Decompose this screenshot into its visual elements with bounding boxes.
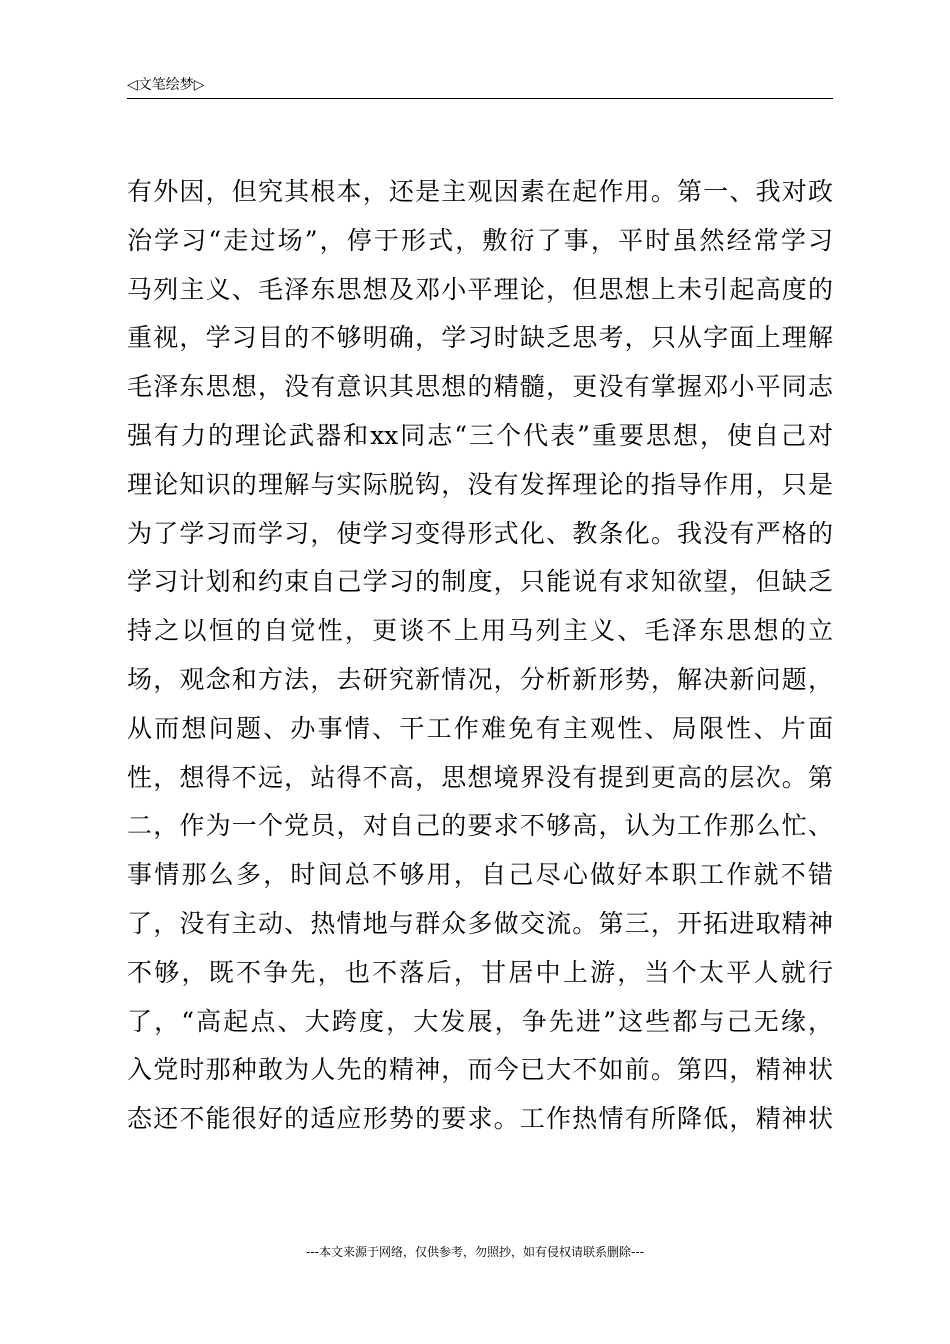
page-header [127,74,833,99]
text-line: 持之以恒的自觉性，更谈不上用马列主义、毛泽东思想的立 [127,616,833,646]
text-line: 重视，学习目的不够明确，学习时缺乏思考，只从字面上理解 [127,323,833,353]
text-line: 场，观念和方法，去研究新情况，分析新形势，解决新问题， [127,664,833,694]
text-line: 入党时那种敢为人先的精神，而今已大不如前。第四，精神状 [127,1055,833,1085]
header-title: ◁文笔绘梦▷ [127,77,205,93]
text-line: 强有力的理论武器和xx同志“三个代表”重要思想，使自己对 [127,420,833,450]
text-line: 治学习“走过场”，停于形式，敷衍了事，平时虽然经常学习 [127,225,833,255]
text-line: 了，“高起点、大跨度，大发展，争先进”这些都与己无缘， [127,1006,833,1036]
text-line: 学习计划和约束自己学习的制度，只能说有求知欲望，但缺乏 [127,567,833,597]
footer-notice: ---本文来源于网络，仅供参考，勿照抄，如有侵权请联系删除--- [306,1245,644,1259]
text-line: 从而想问题、办事情、干工作难免有主观性、局限性、片面 [127,713,833,743]
text-line: 态还不能很好的适应形势的要求。工作热情有所降低，精神状 [127,1104,833,1134]
text-line: 为了学习而学习，使学习变得形式化、教条化。我没有严格的 [127,518,833,548]
text-line: 性，想得不远，站得不高，思想境界没有提到更高的层次。第 [127,762,833,792]
text-line: 有外因，但究其根本，还是主观因素在起作用。第一、我对政 [127,177,833,206]
text-line: 不够，既不争先，也不落后，甘居中上游，当个太平人就行 [127,957,833,987]
text-line: 毛泽东思想，没有意识其思想的精髓，更没有掌握邓小平同志 [127,372,833,402]
text-line: 了，没有主动、热情地与群众多做交流。第三，开拓进取精神 [127,908,833,938]
document-body [127,168,833,1144]
text-line: 理论知识的理解与实际脱钩，没有发挥理论的指导作用，只是 [127,469,833,499]
text-line: 二，作为一个党员，对自己的要求不够高，认为工作那么忙、 [127,811,833,841]
text-line: 马列主义、毛泽东思想及邓小平理论，但思想上未引起高度的 [127,274,833,304]
text-line: 事情那么多，时间总不够用，自己尽心做好本职工作就不错 [127,860,833,890]
